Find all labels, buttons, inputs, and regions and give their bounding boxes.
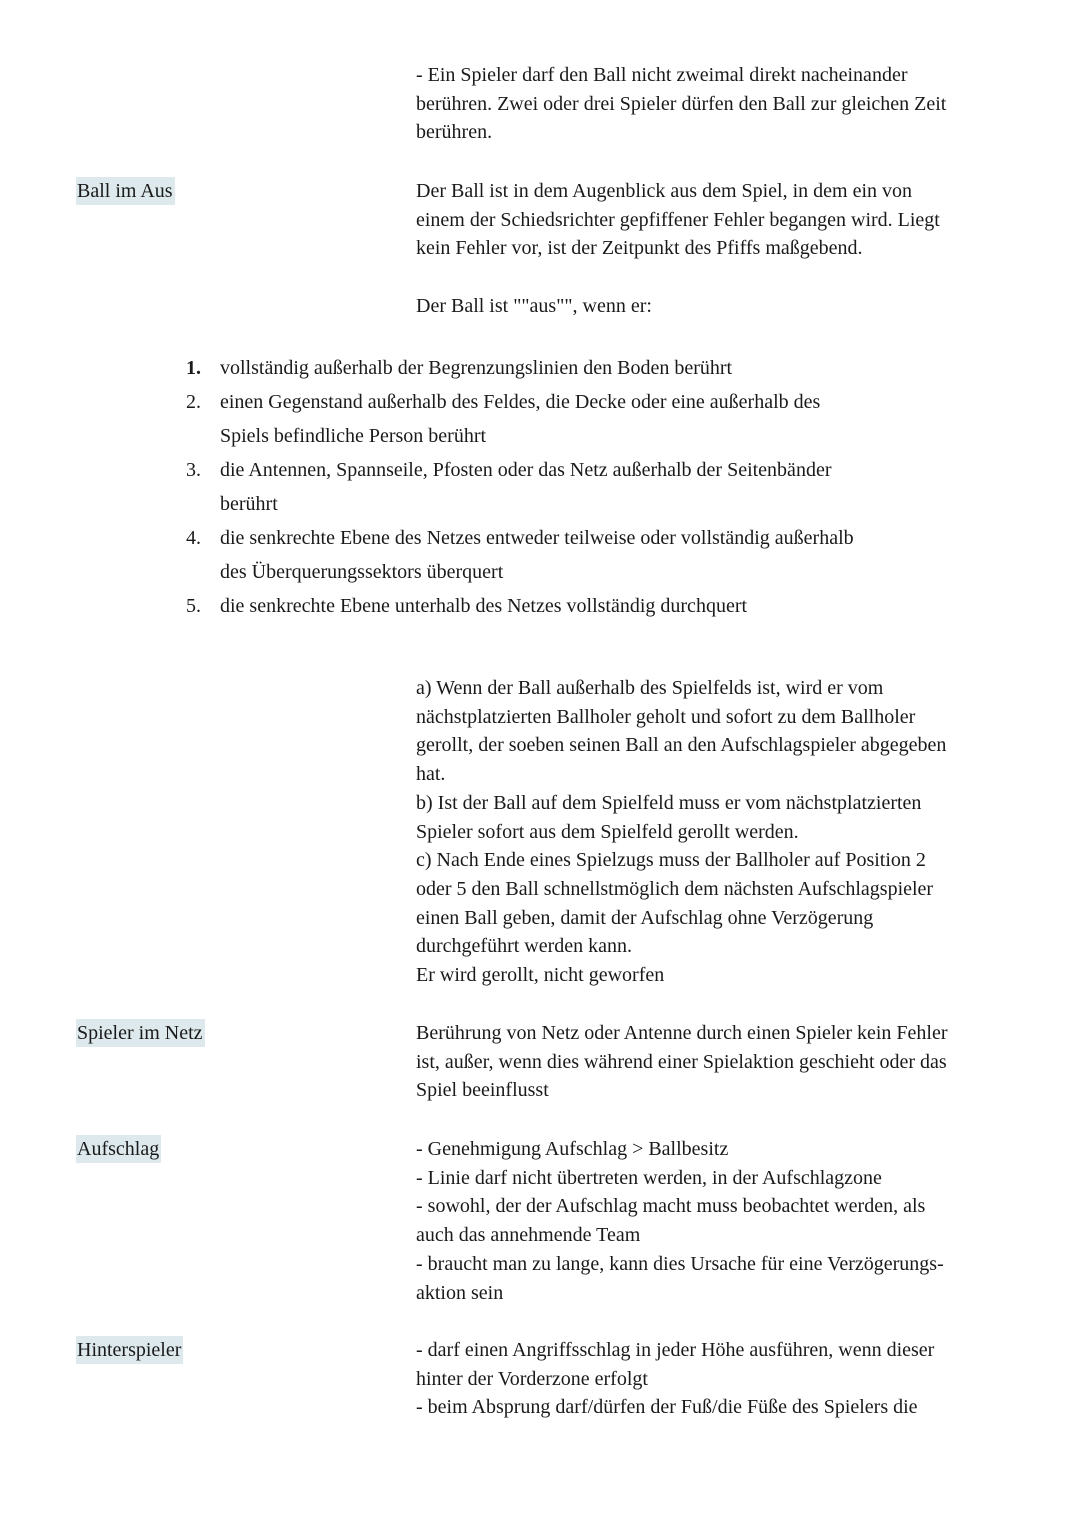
section-label-spieler-im-netz: Spieler im Netz [76, 1019, 205, 1047]
text-line: a) Wenn der Ball außerhalb des Spielfelds ist, wird er vom [416, 677, 884, 699]
text-line: b) Ist der Ball auf dem Spielfeld muss er vom nächstplatzierten [416, 791, 922, 814]
text-line: ist, außer, wenn dies während einer Spielaktion geschieht oder das [416, 1050, 947, 1073]
list-number: 3. [186, 459, 201, 481]
text-line: Spiel beeinflusst [416, 1079, 549, 1102]
text-line: - darf einen Angriffsschlag in jeder Höhe ausführen, wenn dieser [416, 1339, 935, 1361]
aufschlag-paragraph [416, 1135, 1006, 1307]
text-line: Der Ball ist in dem Augenblick aus dem Spiel, in dem ein von [416, 180, 913, 202]
list-text: die senkrechte Ebene des Netzes entweder teilweise oder vollständig außerhalb [220, 527, 854, 549]
text-line: - braucht man zu lange, kann dies Ursache für eine Verzögerungs- [416, 1252, 944, 1275]
text-line: - Linie darf nicht übertreten werden, in der Aufschlagzone [416, 1166, 882, 1189]
list-item [178, 385, 938, 453]
text-line: - sowohl, der der Aufschlag macht muss beobachtet werden, als [416, 1195, 926, 1218]
list-item [178, 453, 938, 521]
list-text: die senkrechte Ebene unterhalb des Netzes vollständig durchquert [220, 595, 748, 617]
list-number: 5. [186, 595, 201, 617]
text-line: Spieler sofort aus dem Spielfeld gerollt werden. [416, 820, 799, 843]
text-line: - Ein Spieler darf den Ball nicht zweimal direkt nacheinander [416, 64, 908, 86]
list-text: Spiels befindliche Person berührt [220, 425, 487, 447]
section-label-hinterspieler: Hinterspieler [76, 1336, 183, 1364]
text-line: c) Nach Ende eines Spielzugs muss der Ballholer auf Position 2 [416, 849, 926, 872]
list-number: 2. [186, 391, 201, 413]
list-item [178, 521, 938, 589]
intro-paragraph [416, 61, 1006, 147]
section-label-ball-im-aus: Ball im Aus [76, 177, 175, 205]
text-line: berühren. Zwei oder drei Spieler dürfen den Ball zur gleichen Zeit [416, 92, 947, 115]
list-item [178, 589, 938, 623]
text-line: - Genehmigung Aufschlag > Ballbesitz [416, 1138, 729, 1160]
text-line: nächstplatzierten Ballholer geholt und sofort zu dem Ballholer [416, 705, 916, 728]
spieler-im-netz-paragraph [416, 1019, 1006, 1105]
text-line: einem der Schiedsrichter gepfiffener Fehler begangen wird. Liegt [416, 208, 940, 231]
ball-im-aus-paragraph [416, 177, 1006, 263]
text-line: auch das annehmende Team [416, 1224, 641, 1247]
text-line: berühren. [416, 121, 493, 144]
text-line: einen Ball geben, damit der Aufschlag ohne Verzögerung [416, 906, 874, 929]
ball-aus-lead [416, 292, 1006, 321]
text-line: hat. [416, 763, 446, 786]
list-text: vollständig außerhalb der Begrenzungslinien den Boden berührt [220, 357, 733, 379]
text-line: Berührung von Netz oder Antenne durch einen Spieler kein Fehler [416, 1022, 948, 1044]
list-text: die Antennen, Spannseile, Pfosten oder das Netz außerhalb der Seitenbänder [220, 459, 832, 481]
ballholer-paragraph [416, 674, 1006, 990]
section-label-aufschlag: Aufschlag [76, 1135, 161, 1163]
text-line: Er wird gerollt, nicht geworfen [416, 964, 665, 987]
text-line: - beim Absprung darf/dürfen der Fuß/die Füße des Spielers die [416, 1396, 918, 1419]
list-text: einen Gegenstand außerhalb des Feldes, die Decke oder eine außerhalb des [220, 391, 821, 413]
text-line: durchgeführt werden kann. [416, 935, 633, 958]
hinterspieler-paragraph [416, 1336, 1006, 1422]
list-number: 4. [186, 527, 201, 549]
list-text: berührt [220, 493, 278, 515]
list-text: des Überquerungssektors überquert [220, 561, 504, 583]
text-line: oder 5 den Ball schnellstmöglich dem nächsten Aufschlagspieler [416, 877, 934, 900]
text-line: Der Ball ist ""aus"", wenn er: [416, 295, 652, 317]
text-line: kein Fehler vor, ist der Zeitpunkt des Pfiffs maßgebend. [416, 237, 863, 260]
text-line: aktion sein [416, 1281, 504, 1304]
text-line: hinter der Vorderzone erfolgt [416, 1367, 648, 1390]
ball-aus-conditions-list [178, 351, 938, 623]
list-number: 1. [186, 357, 201, 379]
text-line: gerollt, der soeben seinen Ball an den Aufschlagspieler abgegeben [416, 734, 947, 757]
list-item [178, 351, 938, 385]
